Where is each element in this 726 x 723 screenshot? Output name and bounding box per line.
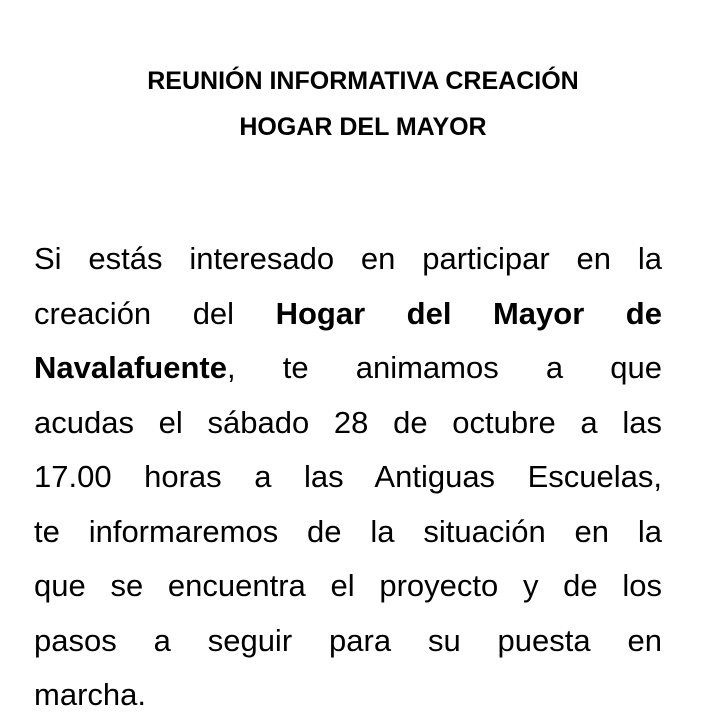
paragraph-line (34, 614, 662, 669)
text-fragment: acudas el sábado 28 de octubre a las (34, 404, 662, 440)
paragraph-line (34, 450, 662, 505)
text-fragment: , te animamos a que (226, 350, 662, 385)
paragraph-line (34, 396, 662, 451)
bold-fragment: Navalafuente (34, 350, 227, 385)
paragraph-line (34, 232, 662, 287)
title-line-2: HOGAR DEL MAYOR (239, 113, 487, 141)
text-fragment: pasos a seguir para su puesta en (34, 622, 662, 658)
document-title (0, 58, 726, 150)
paragraph-line (34, 505, 662, 560)
paragraph-line (34, 341, 662, 396)
text-fragment: Si estás interesado en participar en la (34, 241, 662, 276)
paragraph-line (34, 559, 662, 614)
paragraph-line (34, 668, 662, 723)
text-fragment: creación del (34, 295, 276, 331)
paragraph-line (34, 287, 662, 342)
title-line-1: REUNIÓN INFORMATIVA CREACIÓN (147, 67, 579, 95)
bold-fragment: Hogar del Mayor de (275, 295, 662, 331)
text-fragment: 17.00 horas a las Antiguas Escuelas, (34, 459, 662, 494)
text-fragment: te informaremos de la situación en la (34, 513, 662, 549)
text-fragment: marcha. (34, 677, 146, 712)
text-fragment: que se encuentra el proyecto y de los (34, 568, 662, 603)
announcement-paragraph (34, 232, 662, 723)
